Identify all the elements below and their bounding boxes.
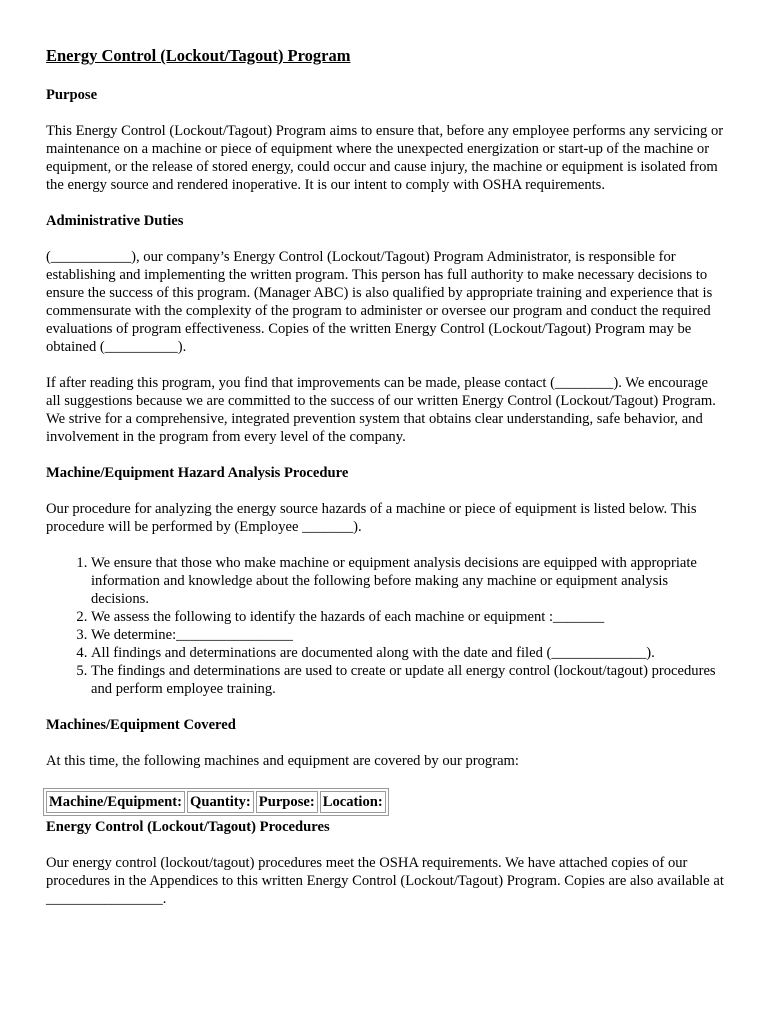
purpose-heading: Purpose [46,87,98,103]
equipment-table [43,788,389,816]
hazard-step: 2. We assess the following to identify the hazards of each machine or equipment :_______ [91,608,724,626]
hazard-step: 4. All findings and determinations are documented along with the date and filed (_____________). [91,644,724,662]
equipment-table-header-row [46,791,386,813]
hazard-analysis-intro: Our procedure for analyzing the energy source hazards of a machine or piece of equipment is listed below. This procedure will be performed by (Employee _______). [46,501,697,535]
equipment-covered-intro: At this time, the following machines and equipment are covered by our program: [46,753,519,769]
document-title: Energy Control (Lockout/Tagout) Program [46,46,351,65]
column-header-machine: Machine/Equipment: [46,791,185,813]
column-header-quantity: Quantity: [187,791,254,813]
hazard-analysis-steps [46,554,724,698]
hazard-step: 3. We determine:________________ [91,626,724,644]
admin-duties-heading: Administrative Duties [46,213,184,229]
admin-duties-paragraph-1: (___________), our company’s Energy Control (Lockout/Tagout) Program Administrator, is responsible for establishing and implementing the written program. This person has full authority to make necessary decisions to ensure the success of this program. (Manager ABC) is also qualified by appropriate training and experience that is commensurate with the complexity of the program to administer or oversee our program and conduct the required evaluations of program effectiveness. Copies of the written Energy Control (Lockout/Tagout) Program may be obtained (__________). [46,249,713,355]
column-header-purpose: Purpose: [256,791,318,813]
equipment-covered-heading: Machines/Equipment Covered [46,717,236,733]
column-header-location: Location: [320,791,386,813]
hazard-step: 1. We ensure that those who make machine or equipment analysis decisions are equipped with appropriate information and knowledge about the following before making any machine or equipment analysis decisions. [91,554,724,608]
admin-duties-paragraph-2: If after reading this program, you find that improvements can be made, please contact (________). We encourage all suggestions because we are committed to the success of our written Energy Control (Lockout/Tagout) Program. We strive for a comprehensive, integrated prevention system that obtains clear understanding, safe behavior, and involvement in the program from every level of the company. [46,375,716,445]
procedures-heading: Energy Control (Lockout/Tagout) Procedures [46,819,330,835]
hazard-step: 5. The findings and determinations are used to create or update all energy control (lockout/tagout) procedures and perform employee training. [91,662,724,698]
procedures-text: Our energy control (lockout/tagout) procedures meet the OSHA requirements. We have attached copies of our procedures in the Appendices to this written Energy Control (Lockout/Tagout) Program. Copies are also available at ________________. [46,855,724,907]
purpose-text: This Energy Control (Lockout/Tagout) Program aims to ensure that, before any employee performs any servicing or maintenance on a machine or piece of equipment where the unexpected energization or start-up of the machine or equipment, or the release of stored energy, could occur and cause injury, the machine or equipment is isolated from the energy source and rendered inoperative. It is our intent to comply with OSHA requirements. [46,123,724,193]
hazard-analysis-heading: Machine/Equipment Hazard Analysis Procedure [46,465,349,481]
